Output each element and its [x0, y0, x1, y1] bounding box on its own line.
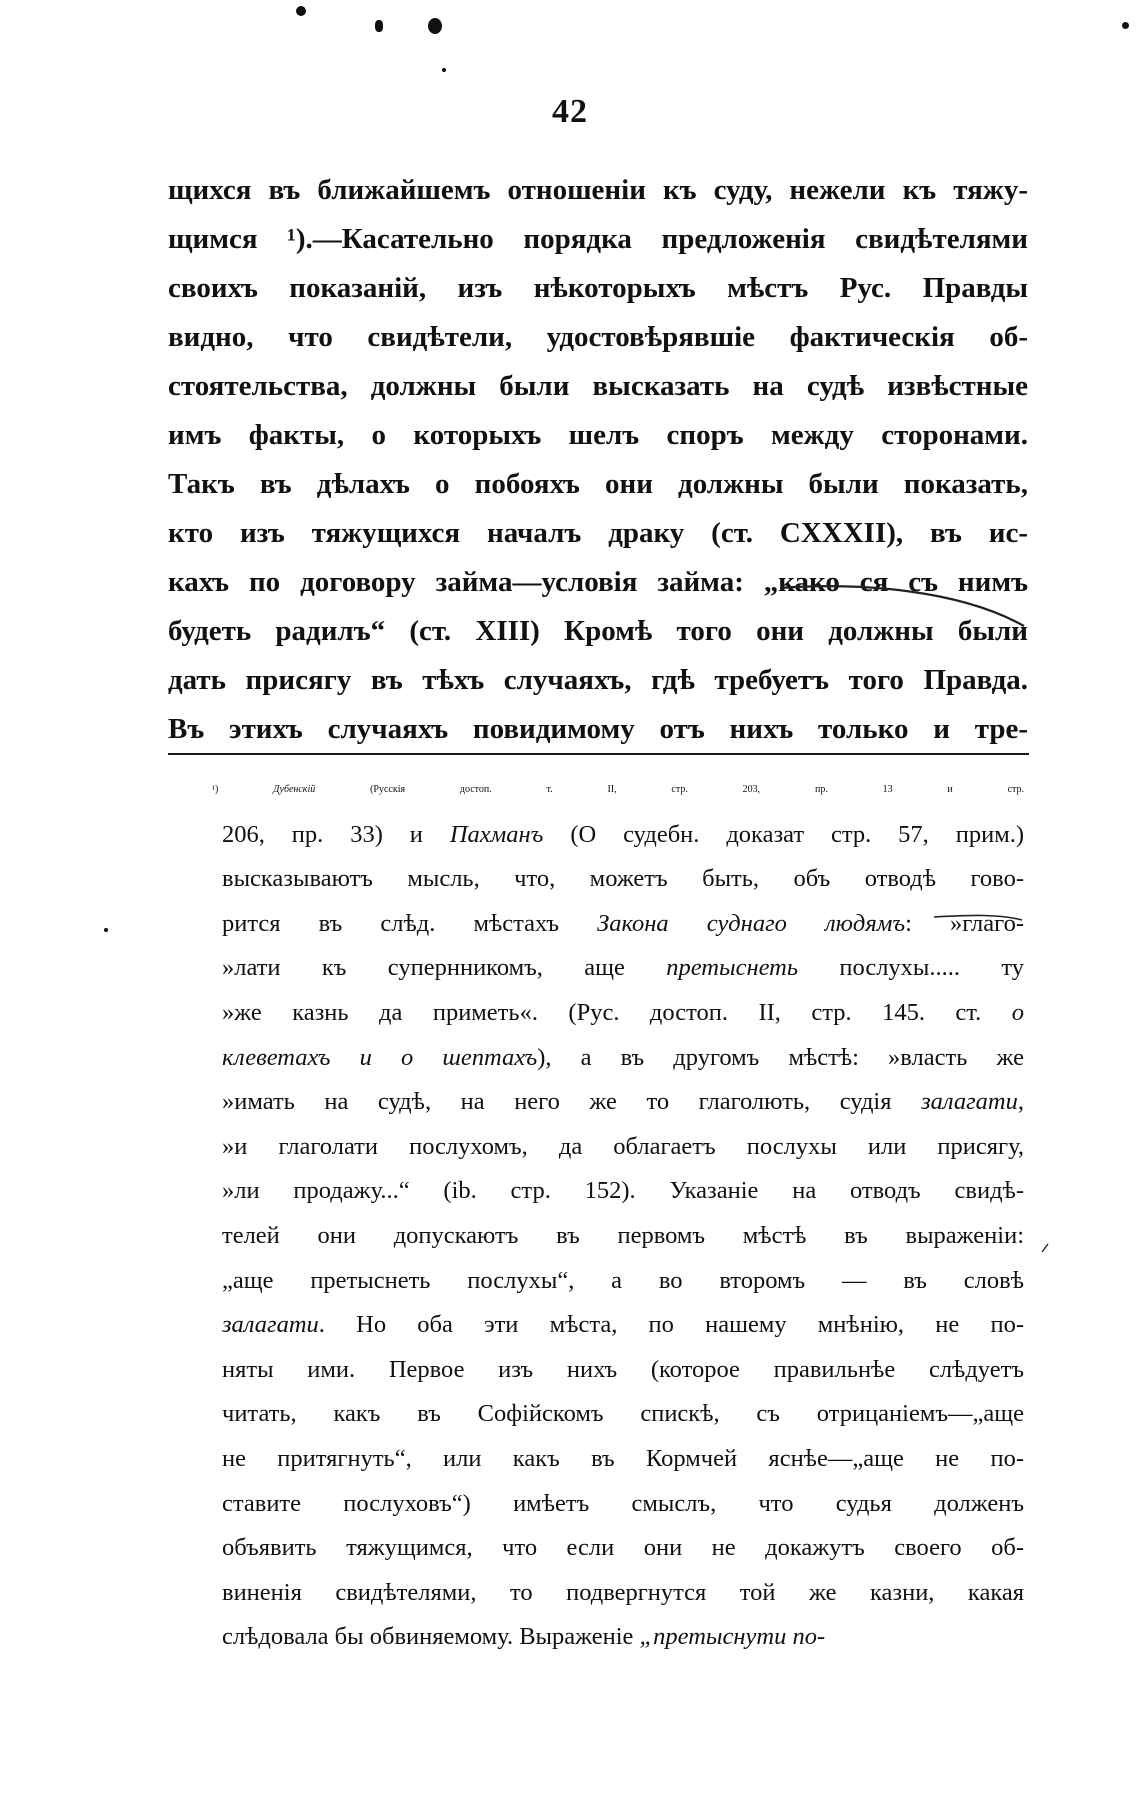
footnote-line	[222, 1348, 1024, 1393]
footnote-italic-text: претыснеть	[666, 954, 798, 982]
footnote-text: послухы..... ту	[798, 954, 1024, 982]
footnote-text: объявить тяжущимся, что если они не докажутъ своего об-	[222, 1534, 1024, 1562]
main-text-line: стоятельства, должны были высказать на судѣ извѣстные	[168, 370, 1028, 402]
page-number: 42	[552, 93, 588, 130]
footnote-italic-text: клеветахъ и о шептахъ	[222, 1043, 538, 1071]
footnote-line	[222, 1259, 1024, 1304]
footnote-text: рится въ слѣд. мѣстахъ	[222, 909, 598, 937]
footnote-text: (О судебн. доказат стр. 57, прим.)	[543, 820, 1024, 848]
footnote-text: ), а въ другомъ мѣстѣ: »власть же	[537, 1043, 1024, 1071]
main-text-line: кто изъ тяжущихся началъ драку (ст. CXXXII), въ ис-	[168, 517, 1028, 549]
footnote-text: ,	[1017, 1088, 1024, 1116]
main-text-block	[168, 166, 1028, 754]
footnote-line	[222, 1169, 1024, 1214]
footnote-line	[222, 1125, 1024, 1170]
footnote-italic-text: залагати	[222, 1311, 319, 1339]
footnote-text: виненія свидѣтелями, то подвергнутся той же казни, какая	[222, 1578, 1024, 1606]
footnote-separator-rule	[168, 753, 1029, 755]
footnote-text: »и глаголати послухомъ, да облагаетъ послухы или присягу,	[222, 1132, 1024, 1160]
footnote-line	[222, 1437, 1024, 1482]
footnote-italic-text: Пахманъ	[449, 820, 544, 848]
main-text-line: имъ факты, о которыхъ шелъ споръ между сторонами.	[168, 419, 1028, 451]
footnote-text: »же казнь да приметь«. (Рус. достоп. II, стр. 145. ст.	[222, 998, 1012, 1026]
main-text-line: кахъ по договору займа—условія займа: „како ся съ нимъ	[168, 566, 1028, 598]
footnote-text: ¹)	[212, 784, 274, 795]
ink-speck	[428, 18, 442, 34]
footnote-text: »имать на судѣ, на него же то глаголють, судія	[222, 1088, 922, 1116]
footnote-line	[222, 1615, 1024, 1660]
footnote-line	[222, 991, 1024, 1036]
footnote-line	[222, 1482, 1024, 1527]
footnote-text: 206, пр. 33) и	[222, 820, 450, 848]
ink-speck	[104, 928, 108, 932]
footnote-line	[212, 768, 1024, 813]
footnote-text: . Но оба эти мѣста, по нашему мнѣнію, не по-	[318, 1311, 1024, 1339]
footnote-text: : »глаго-	[905, 909, 1024, 937]
footnote-line	[222, 857, 1024, 902]
ink-speck	[296, 6, 306, 16]
footnote-line	[222, 1036, 1024, 1081]
footnote-line	[222, 902, 1024, 947]
footnote-italic-text: „претыснути по-	[639, 1623, 826, 1651]
footnote-text: »ли продажу...“ (ib. стр. 152). Указаніе на отводъ свидѣ-	[222, 1177, 1024, 1205]
footnote-text: няты ими. Первое изъ нихъ (которое правильнѣе слѣдуетъ	[222, 1355, 1024, 1383]
ink-speck	[1122, 22, 1129, 29]
footnote-italic-text: Дубенскій	[273, 784, 316, 795]
main-text-line: щихся въ ближайшемъ отношеніи къ суду, нежели къ тяжу-	[168, 174, 1028, 206]
main-text-line: Такъ въ дѣлахъ о побояхъ они должны были показать,	[168, 468, 1028, 500]
footnote-text: слѣдовала бы обвиняемому. Выраженіе	[222, 1623, 640, 1651]
footnote-text: читать, какъ въ Софійскомъ спискѣ, съ отрицаніемъ—„аще	[222, 1400, 1024, 1428]
footnote-line	[222, 1392, 1024, 1437]
footnote-line	[222, 946, 1024, 991]
main-text-line: щимся ¹).—Касательно порядка предложенія свидѣтелями	[168, 223, 1028, 255]
footnote-text: »лати къ супернникомъ, аще	[222, 954, 667, 982]
footnote-text: не притягнуть“, или какъ въ Кормчей яснѣе—„аще не по-	[222, 1444, 1024, 1472]
main-text-line: видно, что свидѣтели, удостовѣрявшіе фактическія об-	[168, 321, 1028, 353]
footnote-text: „аще претыснеть послухы“, а во второмъ — въ словѣ	[222, 1266, 1024, 1294]
main-text-line: будеть радилъ“ (ст. XIII) Кромѣ того они должны были	[168, 615, 1028, 647]
footnote-line	[222, 1303, 1024, 1348]
footnote-line	[222, 1526, 1024, 1571]
footnote-line	[222, 1571, 1024, 1616]
footnote-line	[222, 1080, 1024, 1125]
main-text-line: Въ этихъ случаяхъ повидимому отъ нихъ только и тре-	[168, 713, 1028, 745]
main-text-line: дать присягу въ тѣхъ случаяхъ, гдѣ требуетъ того Правда.	[168, 664, 1028, 696]
footnote-text: ставите послуховъ“) имѣетъ смыслъ, что судья долженъ	[222, 1489, 1024, 1517]
footnote-italic-text: о	[1011, 998, 1024, 1026]
footnote-block	[212, 768, 1025, 1660]
footnote-line	[222, 813, 1024, 858]
footnote-italic-text: Закона суднаго людямъ	[597, 909, 906, 937]
ink-speck	[375, 20, 383, 32]
footnote-italic-text: залагати	[921, 1088, 1018, 1116]
ink-speck	[442, 68, 446, 72]
footnote-text: высказываютъ мысль, что, можетъ быть, объ отводѣ гово-	[222, 865, 1024, 893]
main-text-line: своихъ показаній, изъ нѣкоторыхъ мѣстъ Рус. Правды	[168, 272, 1028, 304]
footnote-line	[222, 1214, 1024, 1259]
footnote-text: телей они допускаютъ въ первомъ мѣстѣ въ выраженіи:	[222, 1221, 1024, 1249]
footnote-text: (Русскія достоп. т. II, стр. 203, пр. 13 и стр.	[315, 784, 1025, 795]
